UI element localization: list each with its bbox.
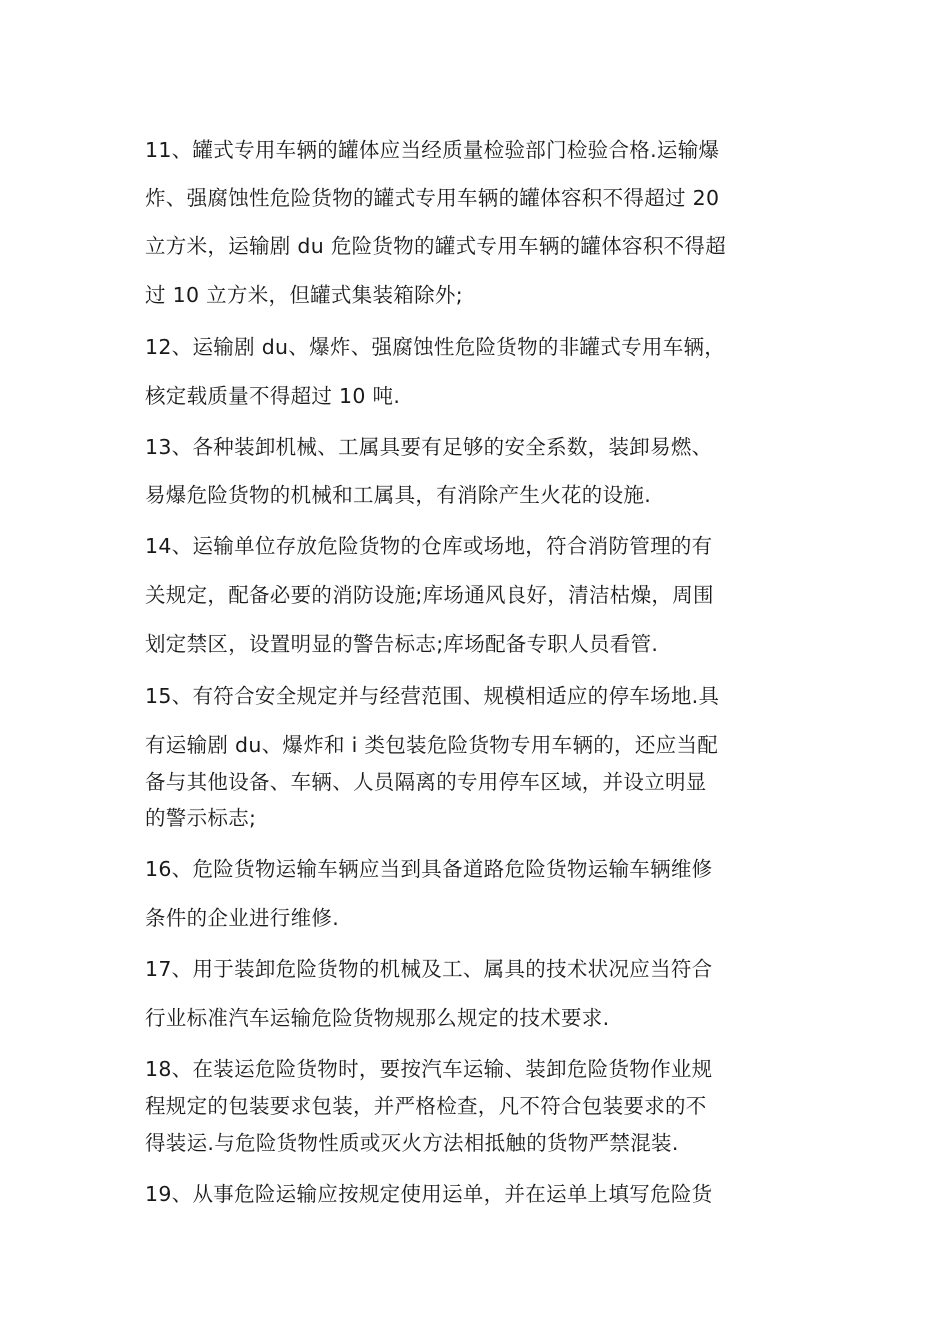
text-line: 炸、强腐蚀性危险货物的罐式专用车辆的罐体容积不得超过 20: [145, 186, 720, 210]
text-line: 15、有符合安全规定并与经营范围、规模相适应的停车场地.具: [145, 684, 720, 708]
text-line: 13、各种装卸机械、工属具要有足够的安全系数，装卸易燃、: [145, 435, 713, 459]
text-line: 关规定，配备必要的消防设施;库场通风良好，清洁枯燥，周围: [145, 583, 714, 607]
text-line: 备与其他设备、车辆、人员隔离的专用停车区域，并设立明显: [145, 770, 707, 794]
text-line: 19、从事危险运输应按规定使用运单，并在运单上填写危险货: [145, 1182, 713, 1206]
text-line: 12、运输剧 du、爆炸、强腐蚀性危险货物的非罐式专用车辆，: [145, 335, 726, 359]
text-line: 18、在装运危险货物时，要按汽车运输、装卸危险货物作业规: [145, 1057, 713, 1081]
text-line: 行业标准汽车运输危险货物规那么规定的技术要求.: [145, 1006, 610, 1030]
text-line: 程规定的包装要求包装，并严格检查，凡不符合包装要求的不: [145, 1094, 707, 1118]
text-line: 立方米，运输剧 du 危险货物的罐式专用车辆的罐体容积不得超: [145, 234, 727, 258]
text-line: 11、罐式专用车辆的罐体应当经质量检验部门检验合格.运输爆: [145, 138, 720, 162]
text-line: 划定禁区，设置明显的警告标志;库场配备专职人员看管.: [145, 632, 659, 656]
text-line: 条件的企业进行维修.: [145, 906, 340, 930]
text-line: 易爆危险货物的机械和工属具，有消除产生火花的设施.: [145, 483, 652, 507]
text-line: 得装运.与危险货物性质或灭火方法相抵触的货物严禁混装.: [145, 1131, 679, 1155]
text-line: 17、用于装卸危险货物的机械及工、属具的技术状况应当符合: [145, 957, 713, 981]
text-line: 16、危险货物运输车辆应当到具备道路危险货物运输车辆维修: [145, 857, 713, 881]
text-line: 14、运输单位存放危险货物的仓库或场地，符合消防管理的有: [145, 534, 713, 558]
text-line: 过 10 立方米，但罐式集装箱除外;: [145, 283, 463, 307]
text-line: 核定载质量不得超过 10 吨.: [145, 384, 401, 408]
text-line: 的警示标志;: [145, 806, 257, 830]
text-line: 有运输剧 du、爆炸和 i 类包装危险货物专用车辆的，还应当配: [145, 733, 719, 757]
